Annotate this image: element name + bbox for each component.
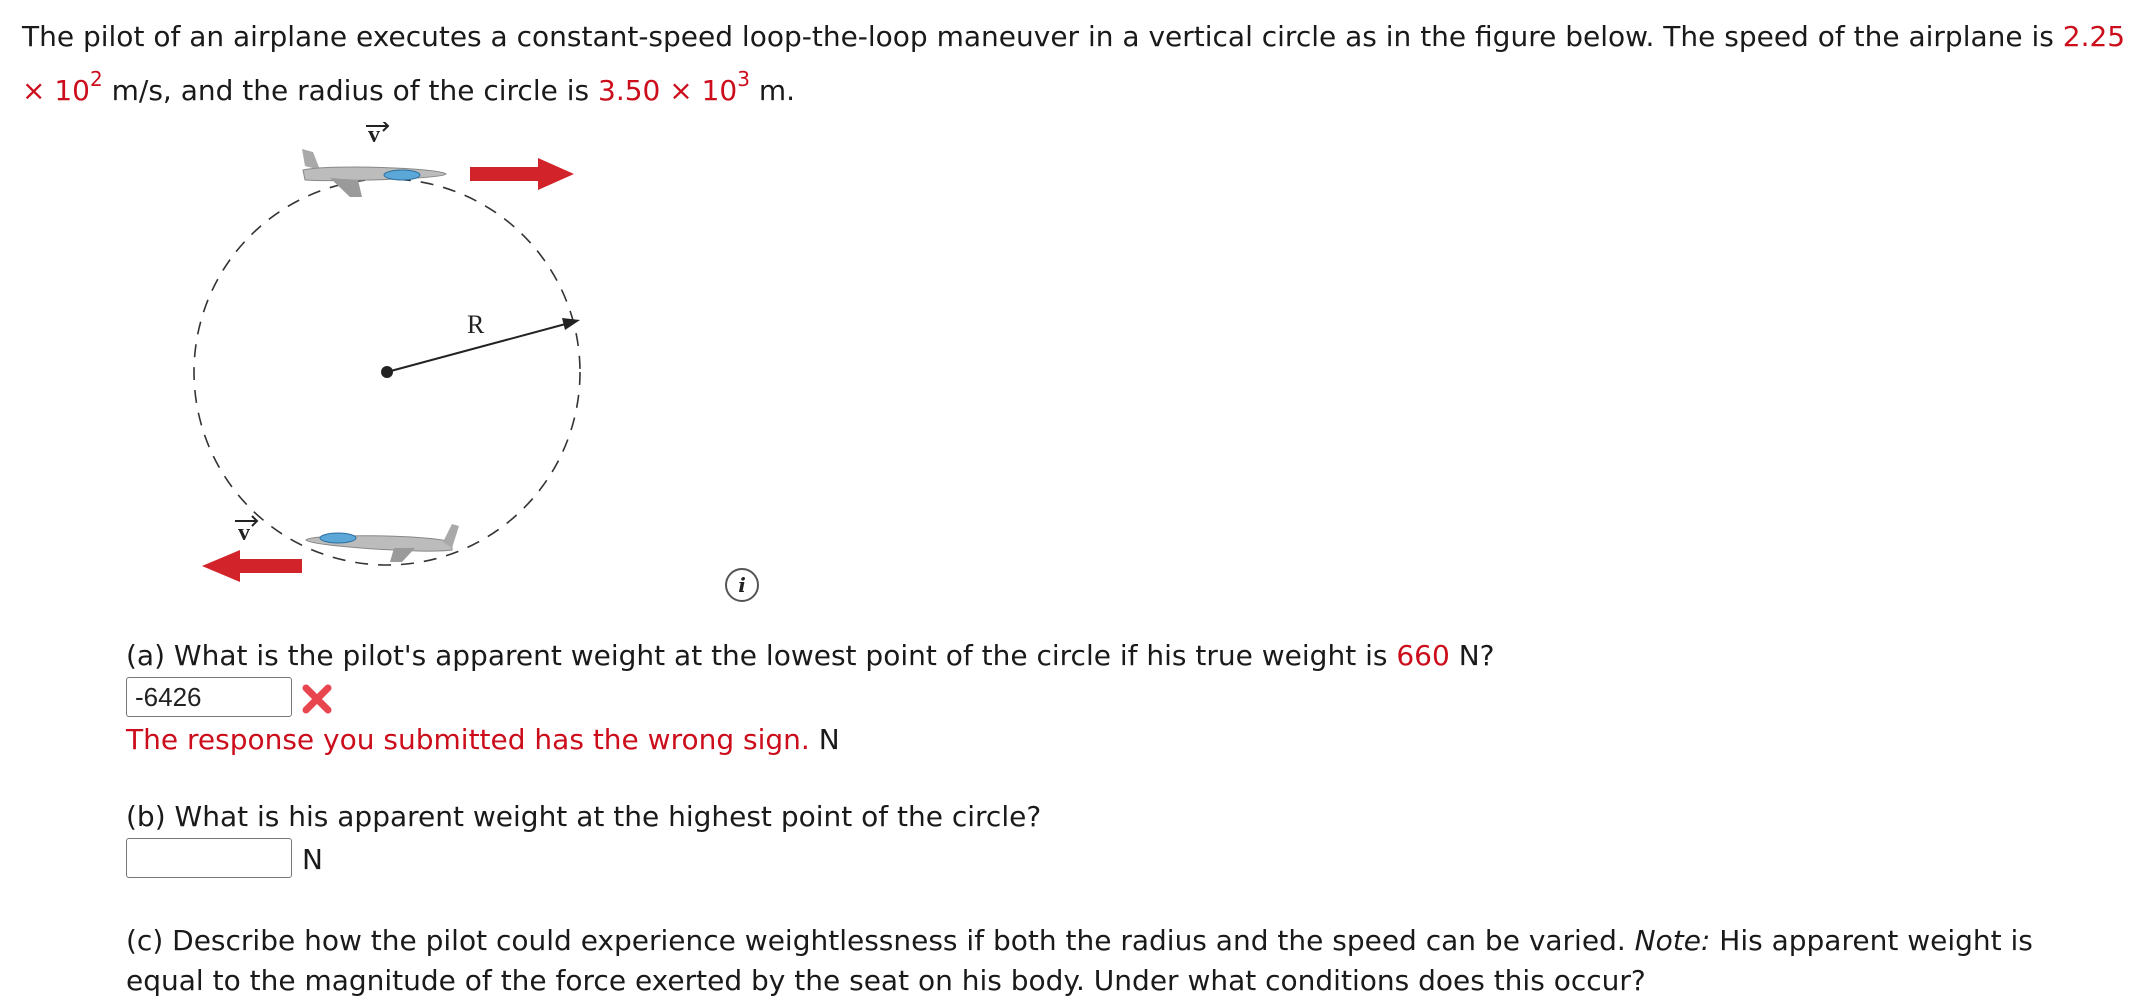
info-icon[interactable]: i — [725, 568, 759, 602]
radius-label: R — [467, 310, 485, 339]
airplane-top-icon — [302, 149, 446, 197]
part-b-answer-input[interactable] — [126, 838, 292, 878]
part-a-answer-input[interactable] — [126, 677, 292, 717]
problem-statement — [22, 10, 2132, 118]
part-a-feedback — [126, 720, 840, 760]
radius-value: $3.50 \times 10^3$ — [598, 66, 750, 107]
loop-figure — [180, 122, 600, 597]
radius-arrowhead — [562, 318, 580, 330]
true-weight-value: 660 — [1396, 639, 1450, 672]
note-label: Note: — [1634, 924, 1711, 957]
part-a-question: (a) What is the pilot's apparent weight at the lowest point of the circle if his true weight is 660 N? — [126, 639, 1495, 672]
part-c-question: (c) Describe how the pilot could experience weightlessness if both the radius and the speed can be varied. Note: His apparent weight is equal to the magnitude of the force exerted by the seat on his body. Under what conditions does this occur? — [126, 924, 2033, 997]
intro-text-3: m. — [749, 74, 796, 107]
airplane-bottom-icon — [306, 524, 459, 562]
speed-value: $2.25 \times 10^2$ — [22, 20, 2126, 107]
velocity-label-top: v — [368, 122, 380, 148]
velocity-arrow-icon — [470, 158, 574, 190]
part-a-unit: N — [818, 723, 840, 756]
incorrect-x-icon — [300, 682, 334, 716]
intro-text-2: m/s, and the radius of the circle is — [102, 74, 598, 107]
intro-text-1: The pilot of an airplane executes a constant-speed loop-the-loop maneuver in a vertical circle as in the figure below. The speed of the airplane is — [22, 20, 2063, 53]
velocity-label-bottom: v — [238, 520, 250, 546]
center-dot — [381, 366, 393, 378]
wrong-sign-message: The response you submitted has the wrong sign. — [126, 723, 810, 756]
velocity-arrow-icon-bottom — [202, 550, 302, 582]
part-b-unit: N — [302, 843, 323, 876]
part-b-question: (b) What is his apparent weight at the highest point of the circle? — [126, 800, 1042, 833]
